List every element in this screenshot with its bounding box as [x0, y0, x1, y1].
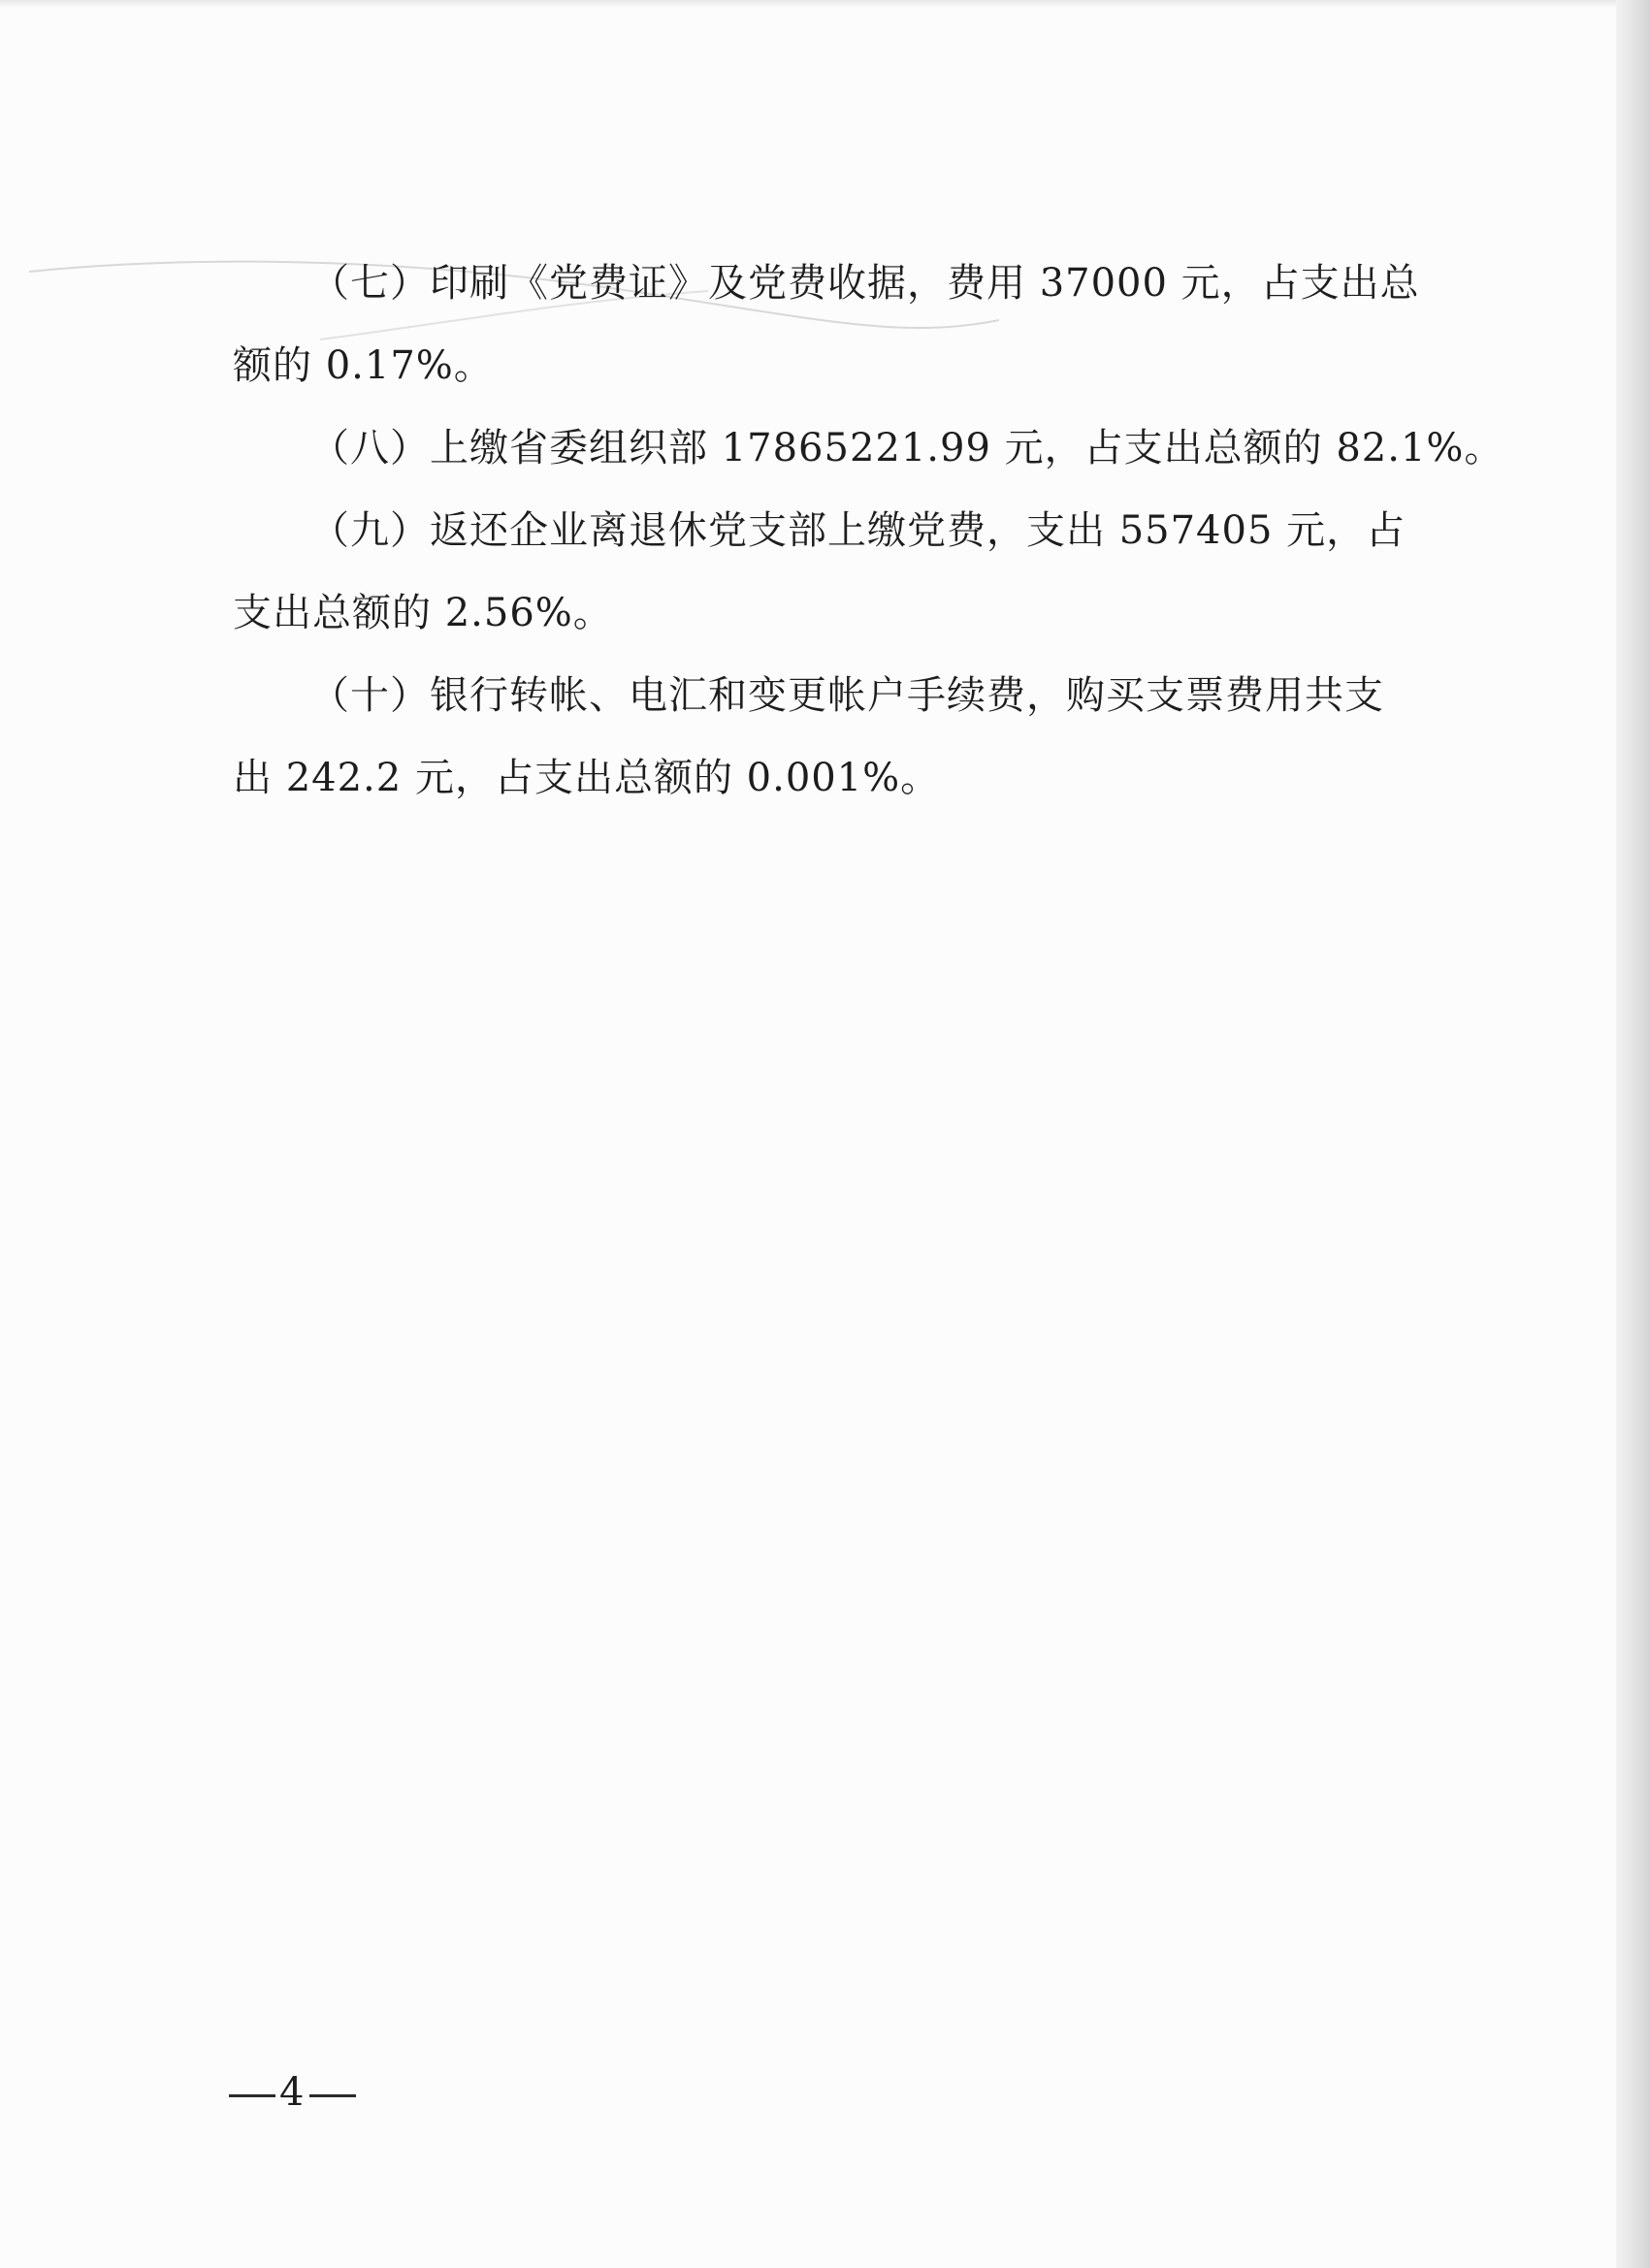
paragraph-line: （十）银行转帐、电汇和变更帐户手续费，购买支票费用共支 — [310, 673, 1384, 718]
scan-right-edge — [1616, 0, 1649, 2268]
paragraph-line: 支出总额的 2.56%。 — [233, 591, 613, 635]
body-text — [233, 243, 1504, 820]
paragraph-line: （九）返还企业离退休党支部上缴党费，支出 557405 元，占 — [310, 508, 1406, 553]
paragraph-7 — [233, 243, 1420, 407]
page-number — [225, 2070, 360, 2115]
paragraph-10 — [233, 655, 1397, 820]
paragraph-line: （七）印刷《党费证》及党费收据，费用 37000 元，占支出总 — [310, 261, 1420, 306]
page-number-dash — [229, 2094, 275, 2097]
paragraph-9 — [233, 490, 1406, 655]
paragraph-line: （八）上缴省委组织部 17865221.99 元，占支出总额的 82.1%。 — [310, 426, 1504, 470]
paragraph-line: 出 242.2 元，占支出总额的 0.001%。 — [233, 756, 941, 800]
page-number-dash — [309, 2094, 356, 2097]
page-number-value: 4 — [279, 2070, 307, 2115]
paragraph-line: 额的 0.17%。 — [233, 343, 494, 388]
paragraph-8 — [233, 407, 1504, 490]
scan-top-edge — [0, 0, 1649, 8]
